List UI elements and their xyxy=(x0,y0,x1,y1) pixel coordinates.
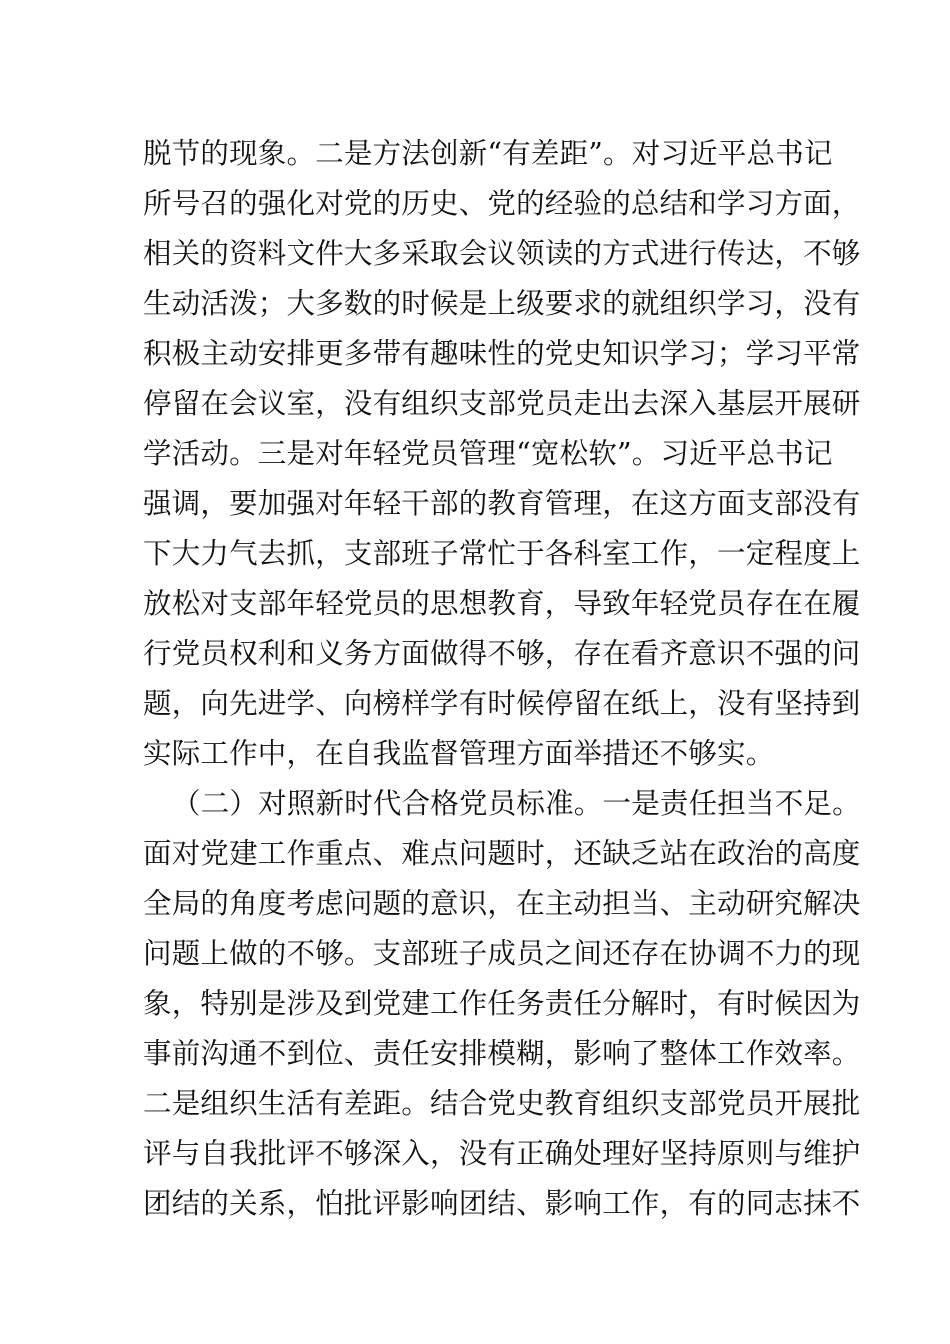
text-line-2: 所号召的强化对党的历史、党的经验的总结和学习方面， xyxy=(143,187,861,220)
text-line-9: 下大力气去抓，支部班子常忙于各科室工作，一定程度上 xyxy=(143,537,861,570)
text-line-22: 团结的关系，怕批评影响团结、影响工作，有的同志抹不 xyxy=(143,1187,861,1220)
text-line-15: 面对党建工作重点、难点问题时，还缺乏站在政治的高度 xyxy=(143,837,861,870)
text-line-8: 强调，要加强对年轻干部的教育管理，在这方面支部没有 xyxy=(143,487,861,520)
text-line-1: 脱节的现象。二是方法创新“有差距”。对习近平总书记 xyxy=(143,137,833,170)
text-line-11: 行党员权利和义务方面做得不够，存在看齐意识不强的问 xyxy=(143,637,861,670)
text-line-16: 全局的角度考虑问题的意识，在主动担当、主动研究解决 xyxy=(143,887,861,920)
text-line-4: 生动活泼；大多数的时候是上级要求的就组织学习，没有 xyxy=(143,287,861,320)
text-line-10: 放松对支部年轻党员的思想教育，导致年轻党员存在在履 xyxy=(143,587,861,620)
text-line-12: 题，向先进学、向榜样学有时候停留在纸上，没有坚持到 xyxy=(143,687,861,720)
text-line-21: 评与自我批评不够深入，没有正确处理好坚持原则与维护 xyxy=(143,1137,861,1170)
text-line-19: 事前沟通不到位、责任安排模糊，影响了整体工作效率。 xyxy=(143,1037,861,1070)
text-line-18: 象，特别是涉及到党建工作任务责任分解时，有时候因为 xyxy=(143,987,861,1020)
text-line-20: 二是组织生活有差距。结合党史教育组织支部党员开展批 xyxy=(143,1087,861,1120)
section-heading-line: （二）对照新时代合格党员标准。一是责任担当不足。 xyxy=(172,787,861,820)
text-line-17: 问题上做的不够。支部班子成员之间还存在协调不力的现 xyxy=(143,937,861,970)
text-line-7: 学活动。三是对年轻党员管理“宽松软”。习近平总书记 xyxy=(143,437,833,470)
text-line-5: 积极主动安排更多带有趣味性的党史知识学习；学习平常 xyxy=(143,337,861,370)
text-line-13: 实际工作中，在自我监督管理方面举措还不够实。 xyxy=(143,737,775,770)
text-line-3: 相关的资料文件大多采取会议领读的方式进行传达，不够 xyxy=(143,237,861,270)
text-line-6: 停留在会议室，没有组织支部党员走出去深入基层开展研 xyxy=(143,387,861,420)
